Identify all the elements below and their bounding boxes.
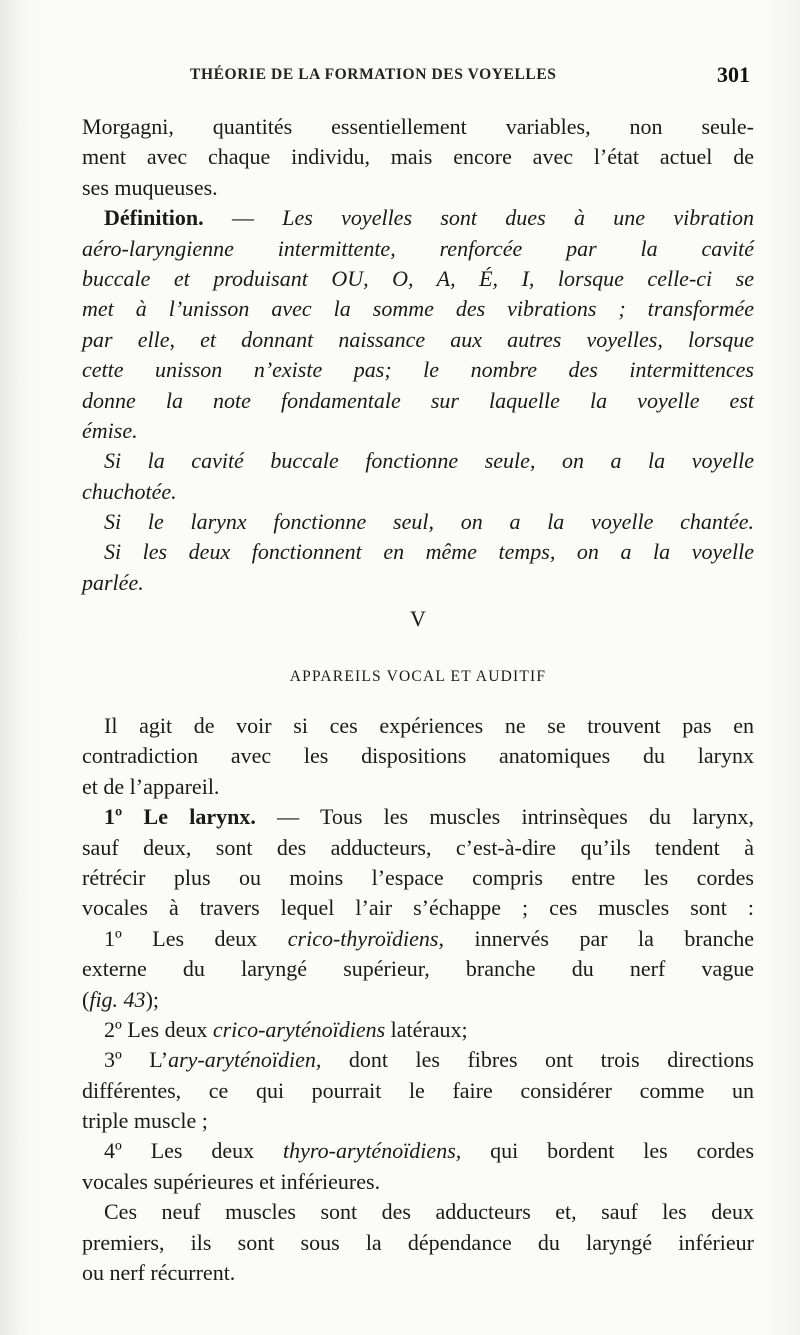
text-line: contradiction avec les dispositions anatomiques du larynx <box>82 743 754 769</box>
em-dash: — <box>231 205 254 231</box>
text-line: vocales supérieures et inférieures. <box>82 1168 381 1194</box>
italic-statement: chuchotée. <box>82 478 177 504</box>
text-line: ou nerf récurrent. <box>82 1260 236 1286</box>
item-text: latéraux; <box>385 1016 468 1042</box>
running-head <box>190 64 750 94</box>
running-title: THÉORIE DE LA FORMATION DES VOYELLES <box>190 66 557 83</box>
lower-text-block <box>82 711 754 1288</box>
text-line: triple muscle ; <box>82 1108 208 1134</box>
text-line: et de l’appareil. <box>82 773 220 799</box>
italic-statement: Si la cavité buccale fonctionne seule, on a la voyelle <box>104 448 754 474</box>
section-number: V <box>410 606 426 631</box>
muscle-item-3 <box>82 1045 754 1075</box>
paren: ); <box>145 986 160 1012</box>
upper-text-block <box>82 112 754 598</box>
text-line: Il agit de voir si ces expériences ne se trouvent pas en <box>104 713 754 738</box>
muscle-name: ary-aryténoïdien, <box>168 1047 322 1073</box>
text-line: externe du laryngé supérieur, branche du nerf vague <box>82 956 754 982</box>
text-line: différentes, ce qui pourrait le faire considérer comme un <box>82 1077 754 1103</box>
paren: ( <box>82 986 90 1012</box>
muscle-item-2 <box>82 1015 754 1045</box>
text-line: sauf deux, sont des adducteurs, c’est-à-dire qu’ils tendent à <box>82 834 754 860</box>
italic-statement: Si les deux fonctionnent en même temps, on a la voyelle <box>104 539 754 565</box>
item-number: 2º Les deux <box>104 1016 213 1042</box>
figure-reference <box>82 985 754 1015</box>
definition-line: donne la note fondamentale sur laquelle la voyelle est <box>82 387 754 413</box>
muscle-name: thyro-aryténoïdiens, <box>283 1138 462 1164</box>
definition-line: aéro-laryngienne intermittente, renforcée par la cavité <box>82 235 754 261</box>
figure-ref-text: fig. 43 <box>89 986 146 1012</box>
italic-statement: Si le larynx fonctionne seul, on a la voyelle chantée. <box>104 509 754 535</box>
definition-line: buccale et produisant OU, O, A, É, I, lorsque celle-ci se <box>82 265 754 291</box>
definition-line: cette unisson n’existe pas; le nombre des intermittences <box>82 357 754 383</box>
definition-line: émise. <box>82 417 138 443</box>
item-text: innervés par la branche <box>443 925 754 951</box>
definition-line: met à l’unisson avec la somme des vibrations ; transformée <box>82 296 754 322</box>
section-title: APPAREILS VOCAL ET AUDITIF <box>289 668 547 685</box>
definition-label: Définition. <box>104 205 204 231</box>
page-number: 301 <box>717 62 750 87</box>
text-line: ses muqueuses. <box>82 174 218 200</box>
definition-text: Les voyelles sont dues à une vibration <box>282 205 755 231</box>
item-number: 4º Les deux <box>104 1138 284 1164</box>
item-number: 1º Les deux <box>104 925 288 951</box>
definition-line: par elle, et donnant naissance aux autres voyelles, lorsque <box>82 326 754 352</box>
item-text: qui bordent les cordes <box>461 1138 755 1164</box>
item-text: dont les fibres ont trois directions <box>321 1047 754 1073</box>
text-line: vocales à travers lequel l’air s’échappe ; ces muscles sont : <box>82 895 754 921</box>
definition-first-line <box>82 203 754 233</box>
italic-statement: parlée. <box>82 569 144 595</box>
larynx-label: 1º Le larynx. <box>104 804 256 830</box>
item-number: 3º L’ <box>104 1047 169 1073</box>
text-line: rétrécir plus ou moins l’espace compris entre les cordes <box>82 864 754 890</box>
muscle-name: crico-thyroïdiens, <box>287 925 444 951</box>
larynx-first-line <box>82 802 754 832</box>
text-line: Morgagni, quantités essentiellement variables, non seule- <box>82 114 754 139</box>
muscle-item-1 <box>82 924 754 954</box>
text-line: Ces neuf muscles sont des adducteurs et, sauf les deux <box>104 1199 754 1225</box>
muscle-item-4 <box>82 1136 754 1166</box>
muscle-name: crico-aryténoïdiens <box>212 1016 386 1042</box>
text-line: ment avec chaque individu, mais encore avec l’état actuel de <box>82 144 754 170</box>
text-line: premiers, ils sont sous la dépendance du laryngé inférieur <box>82 1229 754 1255</box>
larynx-text: — Tous les muscles intrinsèques du larynx, <box>277 804 755 830</box>
